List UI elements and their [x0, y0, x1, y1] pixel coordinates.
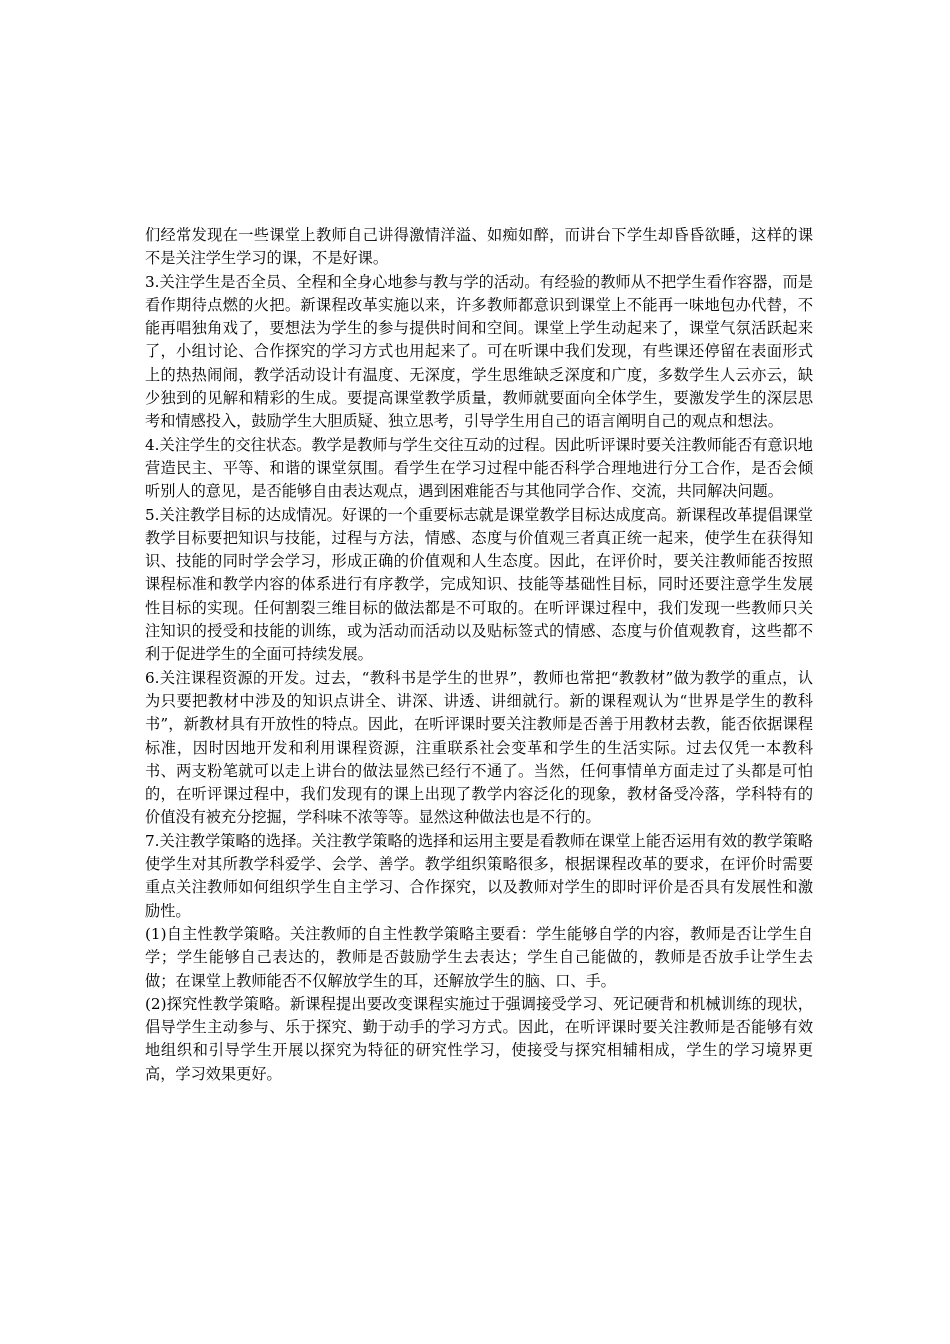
paragraph-point-4: 4.关注学生的交往状态。教学是教师与学生交往互动的过程。因此听评课时要关注教师能否有意识地营造民主、平等、和谐的课堂氛围。看学生在学习过程中能否科学合理地进行分工合作，是否会倾听别人的意见，是否能够自由表达观点，遇到困难能否与其他同学合作、交流，共同解决问题。 [145, 435, 813, 501]
paragraph-point-7: 7.关注教学策略的选择。关注教学策略的选择和运用主要是看教师在课堂上能否运用有效的教学策略使学生对其所教学科爱学、会学、善学。教学组织策略很多，根据课程改革的要求，在评价时需要重点关注教师如何组织学生自主学习、合作探究，以及教师对学生的即时评价是否具有发展性和激励性。 [145, 831, 813, 920]
paragraph-strategy-1: (1)自主性教学策略。关注教师的自主性教学策略主要看：学生能够自学的内容，教师是否让学生自学；学生能够自己表达的，教师是否鼓励学生去表达；学生自己能做的，教师是否放手让学生去做；在课堂上教师能否不仅解放学生的耳，还解放学生的脑、口、手。 [145, 924, 813, 990]
document-body [145, 224, 813, 1086]
paragraph-point-3: 3.关注学生是否全员、全程和全身心地参与教与学的活动。有经验的教师从不把学生看作容器，而是看作期待点燃的火把。新课程改革实施以来，许多教师都意识到课堂上不能再一味地包办代替，不能再唱独角戏了，要想法为学生的参与提供时间和空间。课堂上学生动起来了，课堂气氛活跃起来了，小组讨论、合作探究的学习方式也用起来了。可在听课中我们发现，有些课还停留在表面形式上的热热闹闹，教学活动设计有温度、无深度，学生思维缺乏深度和广度，多数学生人云亦云，缺少独到的见解和精彩的生成。要提高课堂教学质量，教师就要面向全体学生，要激发学生的深层思考和情感投入，鼓励学生大胆质疑、独立思考，引导学生用自己的语言阐明自己的观点和想法。 [145, 272, 813, 431]
paragraph-point-5: 5.关注教学目标的达成情况。好课的一个重要标志就是课堂教学目标达成度高。新课程改革提倡课堂教学目标要把知识与技能，过程与方法，情感、态度与价值观三者真正统一起来，使学生在获得知识、技能的同时学会学习，形成正确的价值观和人生态度。因此，在评价时，要关注教师能否按照课程标准和教学内容的体系进行有序教学，完成知识、技能等基础性目标，同时还要注意学生发展性目标的实现。任何割裂三维目标的做法都是不可取的。在听评课过程中，我们发现一些教师只关注知识的授受和技能的训练，或为活动而活动以及贴标签式的情感、态度与价值观教育，这些都不利于促进学生的全面可持续发展。 [145, 505, 813, 664]
paragraph-point-6: 6.关注课程资源的开发。过去，“教科书是学生的世界”，教师也常把“教教材”做为教学的重点，认为只要把教材中涉及的知识点讲全、讲深、讲透、讲细就行。新的课程观认为“世界是学生的教科书”，新教材具有开放性的特点。因此，在听评课时要关注教师是否善于用教材去教，能否依据课程标准，因时因地开发和利用课程资源，注重联系社会变革和学生的生活实际。过去仅凭一本教科书、两支粉笔就可以走上讲台的做法显然已经行不通了。当然，任何事情单方面走过了头都是可怕的，在听评课过程中，我们发现有的课上出现了教学内容泛化的现象，教材备受冷落，学科特有的价值没有被充分挖掘，学科味不浓等等。显然这种做法也是不行的。 [145, 668, 813, 827]
paragraph-strategy-2: (2)探究性教学策略。新课程提出要改变课程实施过于强调接受学习、死记硬背和机械训练的现状，倡导学生主动参与、乐于探究、勤于动手的学习方式。因此，在听评课时要关注教师是否能够有效地组织和引导学生开展以探究为特征的研究性学习，使接受与探究相辅相成，学生的学习境界更高，学习效果更好。 [145, 994, 813, 1083]
paragraph-continuation: 们经常发现在一些课堂上教师自己讲得激情洋溢、如痴如醉，而讲台下学生却昏昏欲睡，这样的课不是关注学生学习的课，不是好课。 [145, 226, 813, 268]
